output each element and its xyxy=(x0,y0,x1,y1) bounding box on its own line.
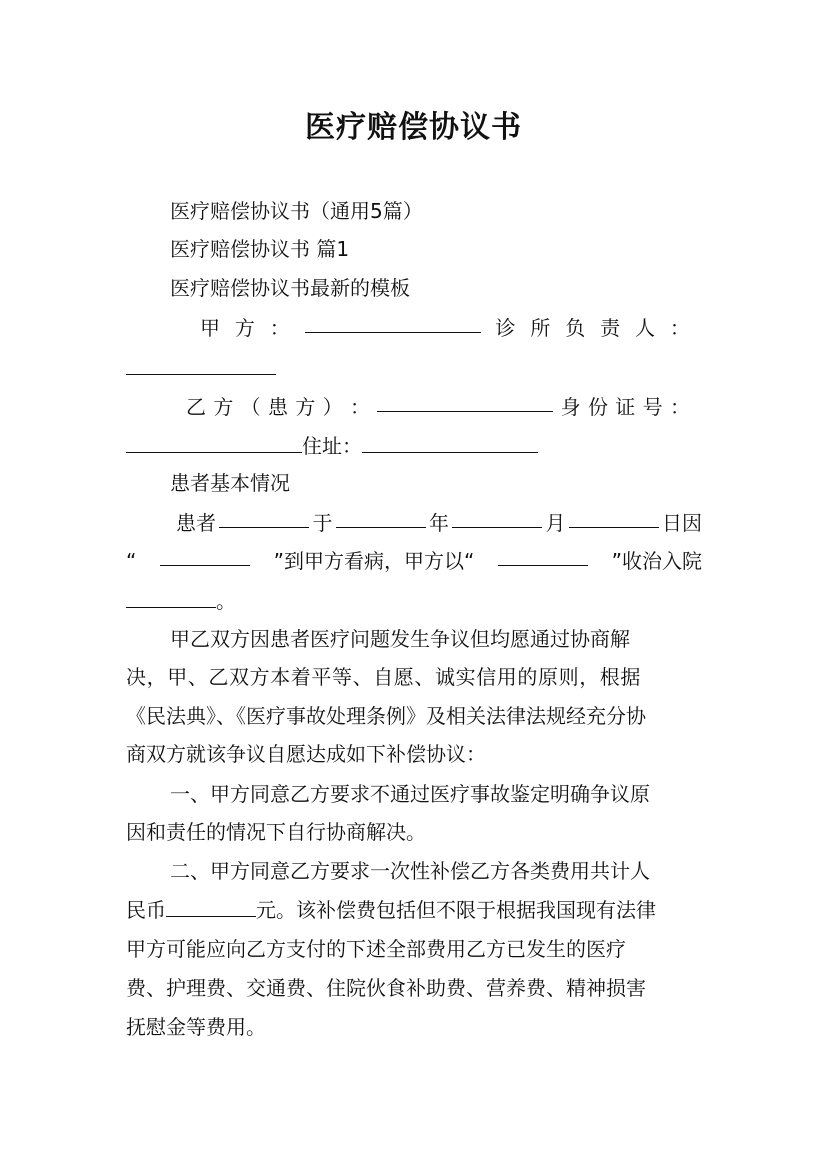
open-quote: “ xyxy=(126,549,137,573)
responsible-char: 诊 xyxy=(495,316,516,340)
party-b-address-line xyxy=(126,432,702,460)
id-char: 号 xyxy=(642,395,663,419)
para1-line xyxy=(170,625,702,653)
id-number-blank xyxy=(126,434,302,453)
party-a-char: 甲 xyxy=(200,316,220,340)
admit-text: ”收治入院 xyxy=(611,549,702,573)
party-a-char: 方 xyxy=(234,316,255,340)
month-label: 月 xyxy=(545,511,566,535)
symptom-blank xyxy=(160,547,250,566)
id-char: 证 xyxy=(615,395,636,419)
party-a-char: ： xyxy=(269,316,290,340)
clause1-line xyxy=(170,780,746,808)
year-label: 年 xyxy=(429,511,449,535)
responsible-char: ： xyxy=(669,316,690,340)
patient-line-1 xyxy=(176,509,702,537)
clause2-line xyxy=(170,857,746,885)
clause2-text: 二、甲方同意乙方要求一次性补偿乙方各类费用共计人 xyxy=(170,859,650,883)
clause1-text: 一、甲方同意乙方要求不通过医疗事故鉴定明确争议原 xyxy=(170,782,650,806)
diagnosis-blank xyxy=(498,547,588,566)
id-char: 份 xyxy=(587,395,608,419)
patient-info-heading: 患者基本情况 xyxy=(170,471,290,495)
clause2-line xyxy=(126,935,702,963)
party-b-name-blank xyxy=(377,393,553,412)
responsible-char: 所 xyxy=(530,316,551,340)
para1-text: 《民法典》、《医疗事故处理条例》及相关法律法规经充分协 xyxy=(126,704,646,728)
clause2-amount-line xyxy=(126,896,702,924)
party-a-name-blank xyxy=(305,314,481,333)
clause2-line xyxy=(126,1013,702,1041)
subtitle: 医疗赔偿协议书（通用5篇） xyxy=(170,199,423,223)
party-b-char: 方 xyxy=(295,395,316,419)
para1-text: 商双方就该争议自愿达成如下补偿协议： xyxy=(126,742,486,766)
party-a-responsible-blank-line xyxy=(126,354,702,382)
patient-line-3 xyxy=(126,587,702,615)
party-b-char: ： xyxy=(349,395,370,419)
admission-blank xyxy=(126,589,216,608)
visit-text: ”到甲方看病，甲方以“ xyxy=(273,549,475,573)
rmb-label: 民币 xyxy=(126,898,166,922)
patient-line-2 xyxy=(126,547,702,575)
year-blank xyxy=(336,509,426,528)
amount-blank xyxy=(166,898,256,917)
para1-line xyxy=(126,663,702,691)
clause2-text: 元。该补偿费包括但不限于根据我国现有法律 xyxy=(256,898,656,922)
patient-label: 患者 xyxy=(176,511,216,535)
id-char: 身 xyxy=(560,395,581,419)
party-a-line xyxy=(200,314,690,342)
patient-name-blank xyxy=(219,509,309,528)
responsible-char: 责 xyxy=(600,316,621,340)
party-b-char: （ xyxy=(240,395,261,419)
responsible-person-blank xyxy=(126,356,276,375)
para1-text: 决，甲、乙双方本着平等、自愿、诚实信用的原则，根据 xyxy=(126,665,641,689)
responsible-char: 人 xyxy=(635,316,655,340)
template-heading: 医疗赔偿协议书最新的模板 xyxy=(170,276,410,300)
party-b-char: 方 xyxy=(213,395,234,419)
clause2-text: 费、护理费、交通费、住院伙食补助费、营养费、精神损害 xyxy=(126,976,646,1000)
para1-line xyxy=(126,702,702,730)
address-blank xyxy=(362,434,538,453)
clause2-text: 抚慰金等费用。 xyxy=(126,1015,266,1039)
day-cause-label: 日因 xyxy=(662,511,702,535)
clause1-text: 因和责任的情况下自行协商解决。 xyxy=(126,820,426,844)
month-blank xyxy=(452,509,542,528)
party-b-char: ） xyxy=(322,395,343,419)
day-blank xyxy=(569,509,659,528)
yu-label: 于 xyxy=(312,511,333,535)
party-b-char: 患 xyxy=(267,395,288,419)
document-title: 医疗赔偿协议书 xyxy=(305,110,522,145)
para1-line xyxy=(126,740,702,768)
address-label: 住址： xyxy=(302,434,362,458)
clause2-text: 甲方可能应向乙方支付的下述全部费用乙方已发生的医疗 xyxy=(126,937,626,961)
id-char: ： xyxy=(669,395,690,419)
period: 。 xyxy=(216,589,236,613)
clause1-line xyxy=(126,818,702,846)
party-b-line xyxy=(186,393,690,421)
section-heading: 医疗赔偿协议书 篇1 xyxy=(170,237,350,261)
clause2-line xyxy=(126,974,702,1002)
party-b-char: 乙 xyxy=(186,395,206,419)
responsible-char: 负 xyxy=(565,316,586,340)
para1-text: 甲乙双方因患者医疗问题发生争议但均愿通过协商解 xyxy=(170,627,630,651)
